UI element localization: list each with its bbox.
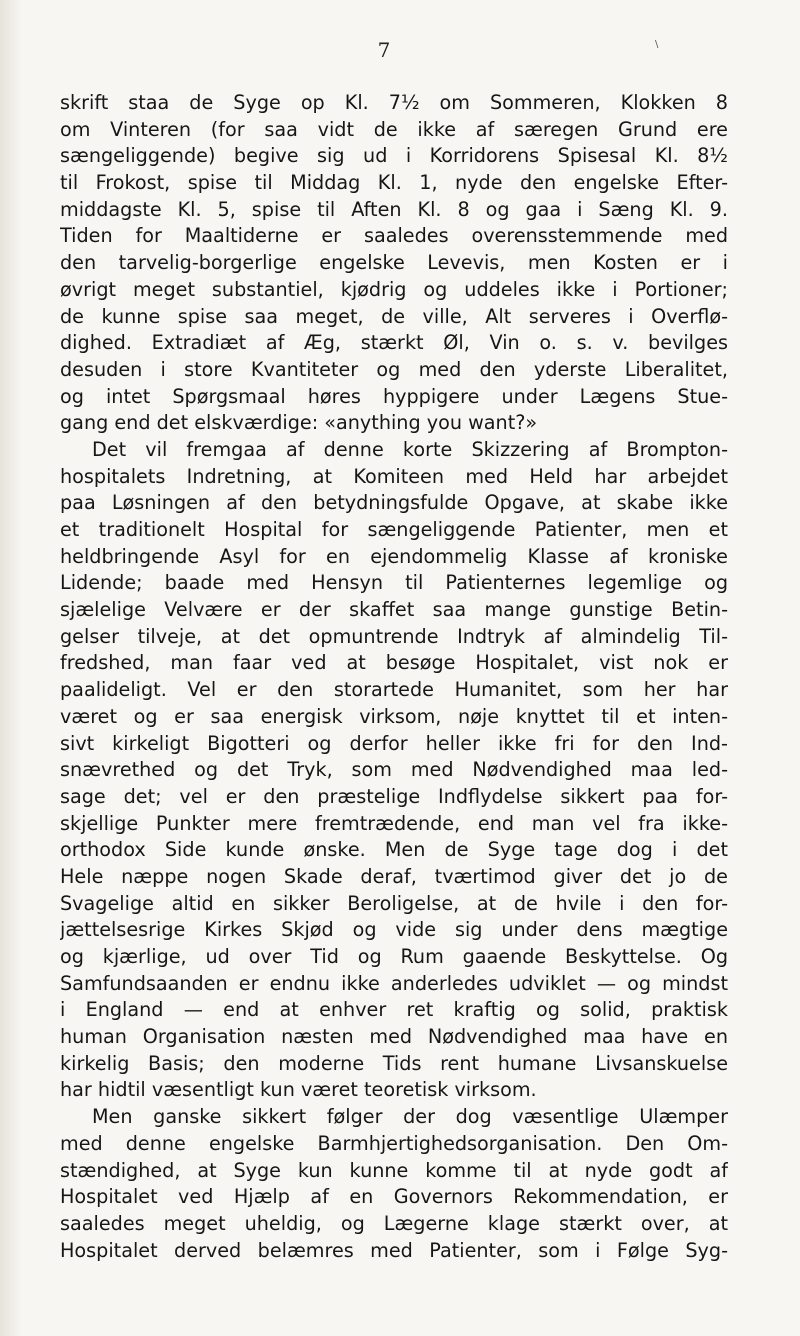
text-line: skrift staa de Syge op Kl. 7½ om Sommeren, Klokken 8 <box>60 91 728 114</box>
text-line: dighed. Extradiæt af Æg, stærkt Øl, Vin o. s. v. bevilges <box>60 331 728 355</box>
text-line: Hospitalet derved belæmres med Patienter, som i Følge Syg- <box>60 1238 728 1262</box>
text-line: været og er saa energisk virksom, nøje knyttet til et inten- <box>60 704 728 728</box>
text-line: Lidende; baade med Hensyn til Patienternes legemlige og <box>60 571 728 595</box>
text-line: og intet Spørgsmaal høres hyppigere under Lægens Stue- <box>60 384 728 408</box>
print-speck: \ <box>655 39 659 50</box>
text-line: snævrethed og det Tryk, som med Nødvendighed maa led- <box>60 758 728 782</box>
text-line: med denne engelske Barmhjertighedsorganisation. Den Om- <box>60 1131 728 1155</box>
text-line: sjælelige Velvære er der skaffet saa mange gunstige Betin- <box>60 598 728 622</box>
text-line: kirkelig Basis; den moderne Tids rent humane Livsanskuelse <box>60 1051 728 1075</box>
text-line: gang end det elskværdige: «anything you want?» <box>60 411 538 435</box>
text-line: sage det; vel er den præstelige Indflydelse sikkert paa for- <box>60 784 728 808</box>
text-line: heldbringende Asyl for en ejendommelig Klasse af kroniske <box>60 544 728 568</box>
text-line: Samfundsaanden er endnu ikke anderledes udviklet — og mindst <box>60 971 728 995</box>
text-line: skjellige Punkter mere fremtrædende, end man vel fra ikke- <box>60 811 728 835</box>
text-line: paa Løsningen af den betydningsfulde Opgave, at skabe ikke <box>60 491 728 515</box>
text-line: stændighed, at Syge kun kunne komme til at nyde godt af <box>60 1158 728 1182</box>
text-line: øvrigt meget substantiel, kjødrig og uddeles ikke i Portioner; <box>60 277 728 301</box>
text-line: orthodox Side kunde ønske. Men de Syge tage dog i det <box>60 838 728 862</box>
text-line: Hele næppe nogen Skade deraf, tværtimod giver det jo de <box>60 864 728 888</box>
text-line: Hospitalet ved Hjælp af en Governors Rekommendation, er <box>60 1185 728 1209</box>
text-line: den tarvelig-borgerlige engelske Levevis, men Kosten er i <box>60 251 728 275</box>
text-line: hospitalets Indretning, at Komiteen med Held har arbejdet <box>60 464 728 488</box>
text-line: desuden i store Kvantiteter og med den yderste Liberalitet, <box>60 357 728 381</box>
page-number: 7 <box>377 38 391 62</box>
text-line: jættelsesrige Kirkes Skjød og vide sig under dens mægtige <box>60 918 728 942</box>
body-text <box>60 90 728 1264</box>
text-line: gelser tilveje, at det opmuntrende Indtryk af almindelig Til- <box>60 624 728 648</box>
text-line: Men ganske sikkert følger der dog væsentlige Ulæmper <box>92 1105 728 1129</box>
text-line: Tiden for Maaltiderne er saaledes overensstemmende med <box>60 224 728 248</box>
text-line: saaledes meget uheldig, og Lægerne klage stærkt over, at <box>60 1211 728 1235</box>
text-line: om Vinteren (for saa vidt de ikke af særegen Grund ere <box>60 117 728 141</box>
text-line: Svagelige altid en sikker Beroligelse, at de hvile i den for- <box>60 891 728 915</box>
text-line: sivt kirkeligt Bigotteri og derfor heller ikke fri for den Ind- <box>60 731 728 755</box>
text-line: fredshed, man faar ved at besøge Hospitalet, vist nok er <box>60 651 728 675</box>
text-line: sængeliggende) begive sig ud i Korridorens Spisesal Kl. 8½ <box>60 144 728 168</box>
text-line: de kunne spise saa meget, de ville, Alt serveres i Overflø- <box>60 304 728 328</box>
text-line: paalideligt. Vel er den storartede Humanitet, som her har <box>60 678 728 702</box>
text-line: og kjærlige, ud over Tid og Rum gaaende Beskyttelse. Og <box>60 945 728 968</box>
text-line: et traditionelt Hospital for sængeliggende Patienter, men et <box>60 518 728 541</box>
text-line: human Organisation næsten med Nødvendighed maa have en <box>60 1025 728 1049</box>
text-line: middagste Kl. 5, spise til Aften Kl. 8 og gaa i Sæng Kl. 9. <box>60 197 728 221</box>
text-line: i England — end at enhver ret kraftig og solid, praktisk <box>60 998 728 1022</box>
scan-shadow-edge <box>0 0 22 1336</box>
text-line: Det vil fremgaa af denne korte Skizzering af Brompton- <box>92 437 728 461</box>
text-line: har hidtil væsentligt kun været teoretisk virksom. <box>60 1078 537 1102</box>
text-line: til Frokost, spise til Middag Kl. 1, nyde den engelske Efter- <box>60 171 728 195</box>
